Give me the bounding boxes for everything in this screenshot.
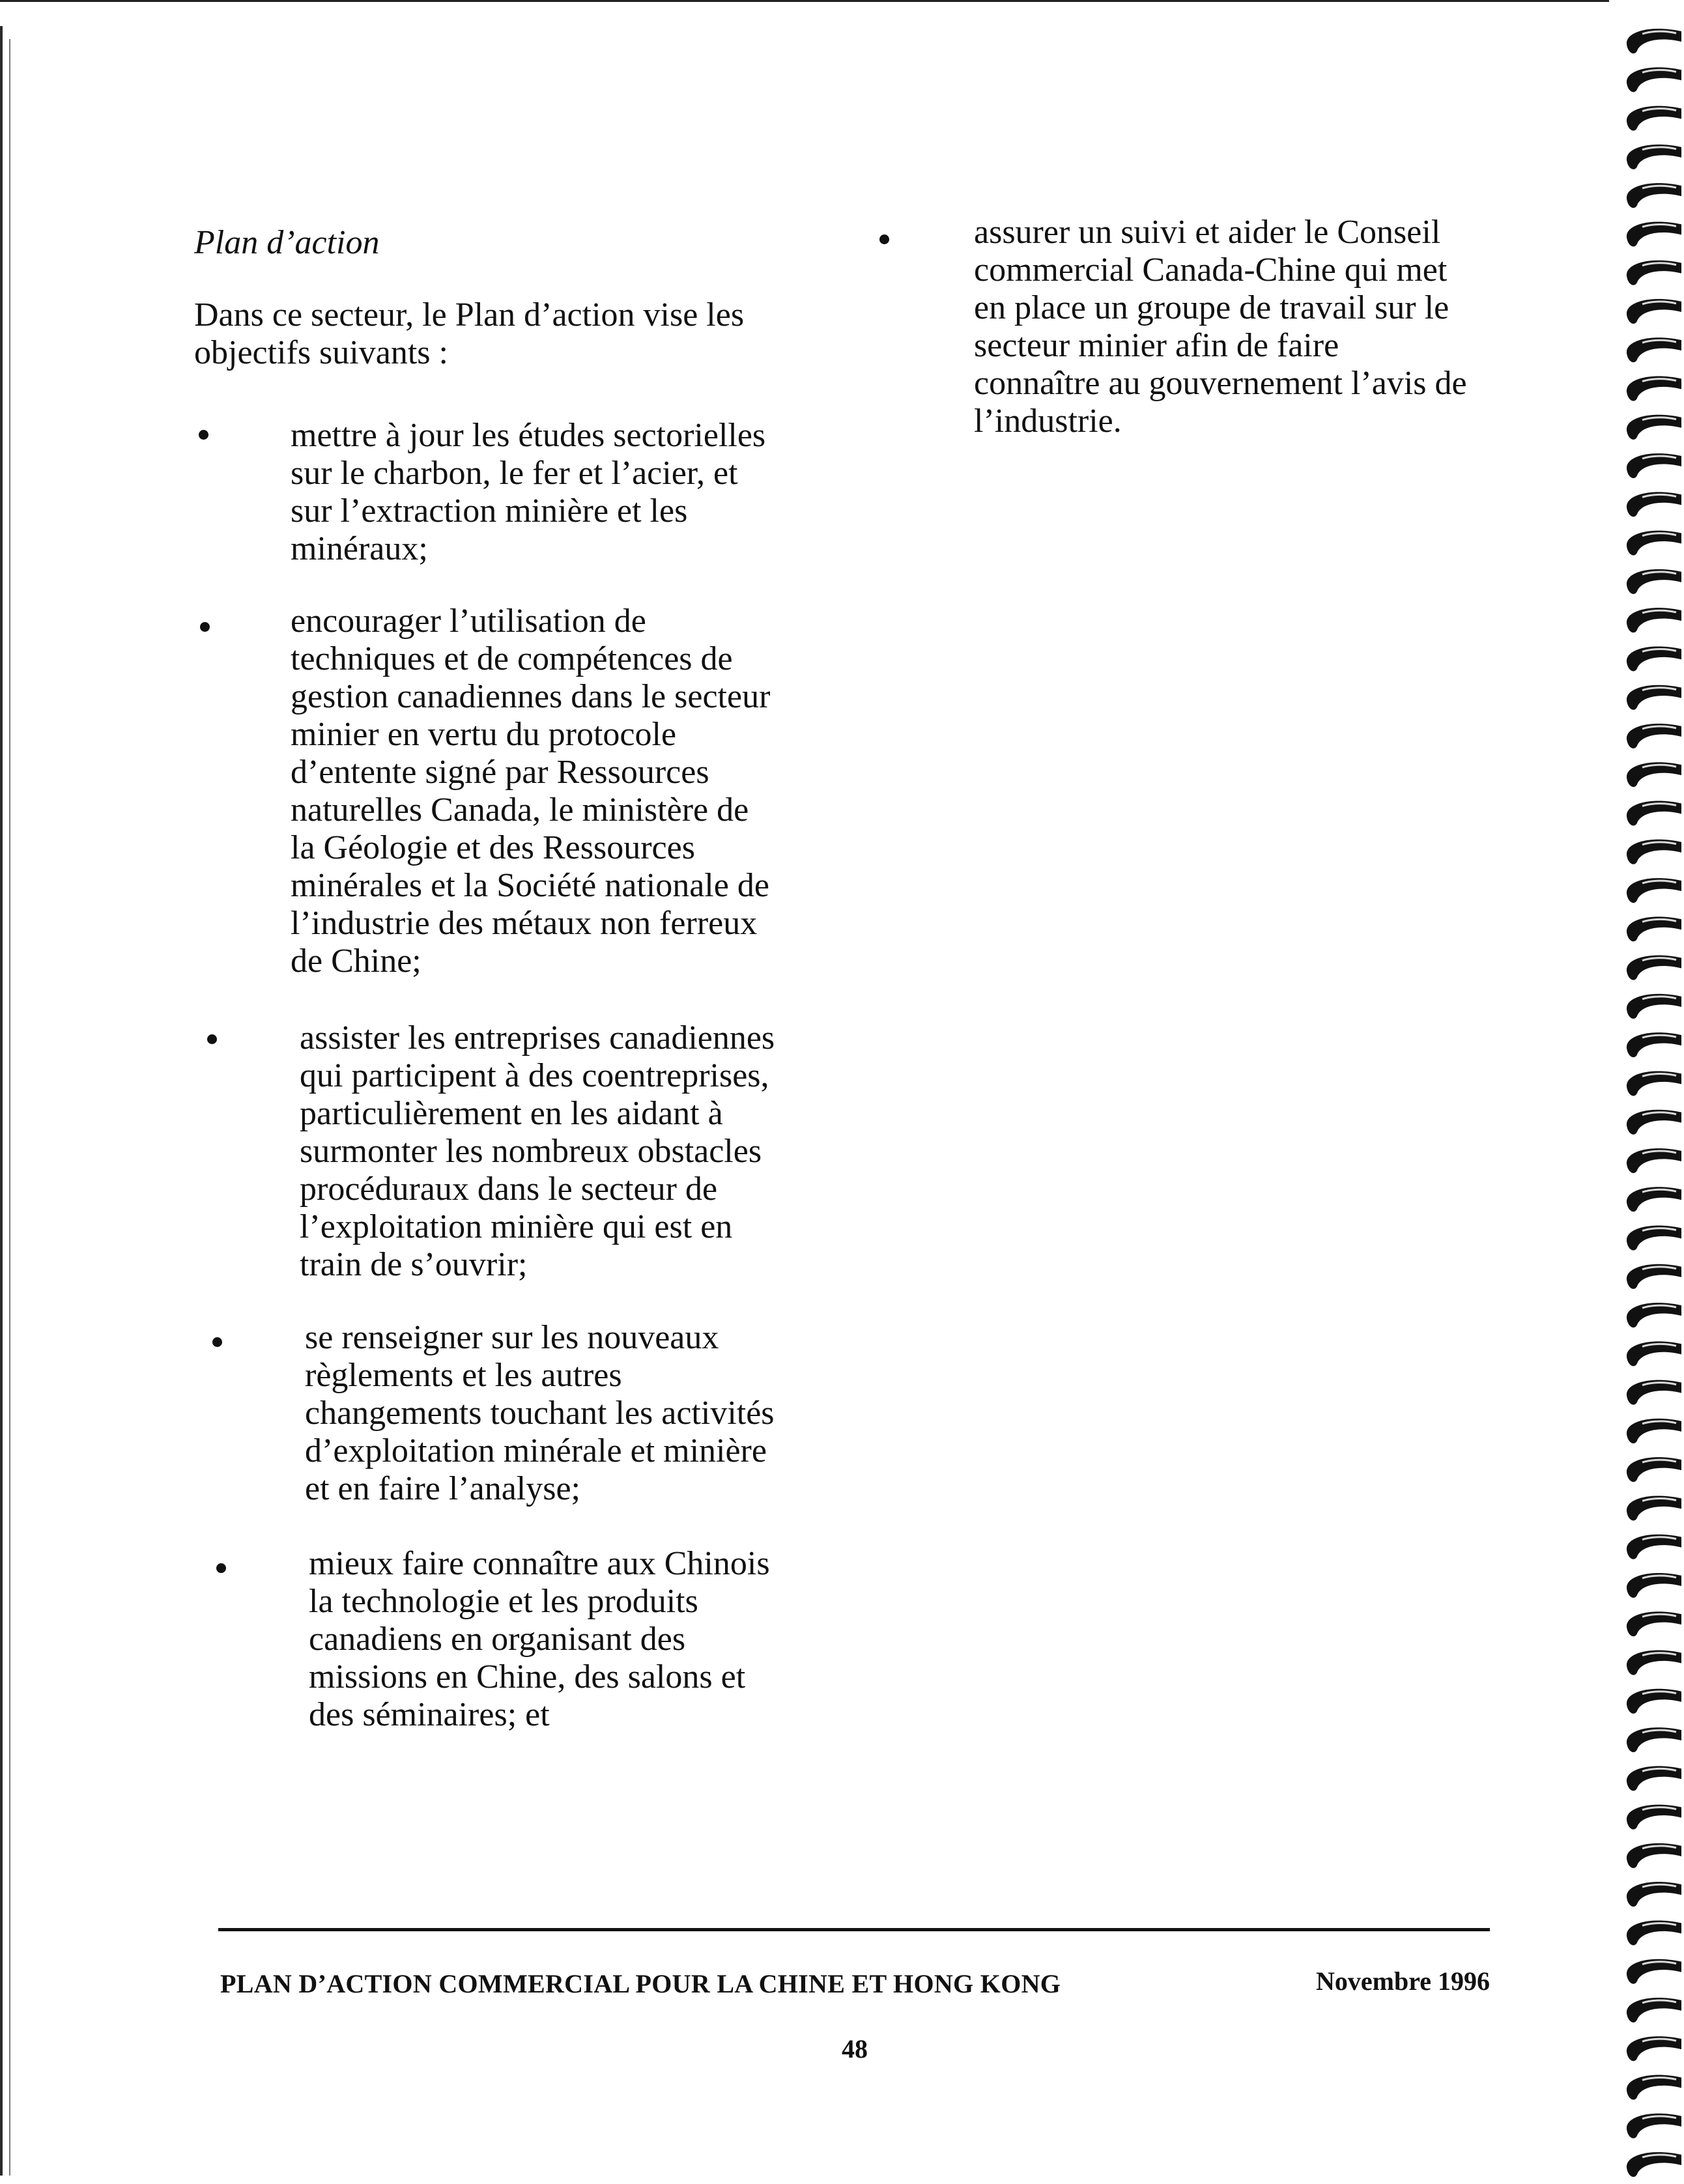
bullet-line: missions en Chine, des salons et [309, 1658, 746, 1695]
binding-coil [1627, 1341, 1681, 1366]
bullet-text [300, 1019, 775, 1284]
binding-coil [1627, 1187, 1681, 1212]
bullet-line: en place un groupe de travail sur le [974, 289, 1449, 326]
bullet-line: la Géologie et des Ressources [291, 829, 695, 866]
binding-coil [1627, 2114, 1681, 2138]
binding-coil [1627, 2075, 1681, 2100]
binding-coil [1627, 145, 1681, 169]
bullet-dot [200, 622, 210, 632]
bullet-line: l’exploitation minière qui est en [300, 1208, 733, 1245]
intro-line: Dans ce secteur, le Plan d’action vise les [194, 296, 745, 333]
binding-coil [1627, 29, 1681, 53]
binding-coil [1627, 1766, 1681, 1791]
binding-coil [1627, 453, 1681, 478]
binding-coil [1627, 1032, 1681, 1057]
bullet-line: procéduraux dans le secteur de [300, 1170, 718, 1208]
bullet-line: particulièrement en les aidant à [300, 1095, 723, 1132]
binding-coil [1627, 183, 1681, 208]
bullet-line: minéraux; [291, 530, 428, 567]
binding-coil [1627, 2152, 1681, 2177]
bullet-line: assurer un suivi et aider le Conseil [974, 214, 1441, 251]
binding-coil [1627, 261, 1681, 285]
bullet-line: d’entente signé par Ressources [291, 754, 709, 791]
footer-date: Novembre 1996 [1316, 1966, 1490, 1996]
bullet-line: changements touchant les activités [305, 1395, 775, 1432]
bullet-line: gestion canadiennes dans le secteur [291, 678, 771, 715]
binding-coil [1627, 1226, 1681, 1251]
binding-coil [1627, 916, 1681, 941]
binding-coil [1627, 2036, 1681, 2061]
binding-coil [1627, 1920, 1681, 1945]
bullet-text [291, 417, 765, 568]
intro-line: objectifs suivants : [194, 334, 448, 371]
binding-coil [1627, 994, 1681, 1019]
footer-rule [218, 1928, 1490, 1931]
binding-coil [1627, 646, 1681, 671]
bullet-line: encourager l’utilisation de [291, 603, 646, 640]
bullet-text [974, 214, 1467, 440]
bullet-line: sur l’extraction minière et les [291, 492, 688, 530]
binding-coil [1627, 1998, 1681, 2022]
binding-coil [1627, 762, 1681, 787]
bullet-line: assister les entreprises canadiennes [300, 1019, 775, 1057]
bullet-line: l’industrie. [974, 403, 1122, 440]
page-left-edge [0, 26, 3, 2176]
binding-coil [1627, 1110, 1681, 1135]
binding-coil [1627, 376, 1681, 401]
binding-coil [1627, 1727, 1681, 1752]
binding-coil [1627, 1457, 1681, 1482]
bullet-text [305, 1319, 775, 1508]
bullet-line: et en faire l’analyse; [305, 1470, 580, 1507]
binding-coil [1627, 299, 1681, 324]
page-top-edge [0, 0, 1609, 2]
binding-coil [1627, 221, 1681, 246]
section-heading: Plan d’action [194, 224, 380, 261]
bullet-line: mettre à jour les études sectorielles [291, 417, 766, 454]
bullet-line: de Chine; [291, 943, 421, 980]
binding-coil [1627, 1535, 1681, 1559]
binding-coil [1627, 1496, 1681, 1520]
bullet-dot [207, 1034, 217, 1044]
bullet-line: se renseigner sur les nouveaux [305, 1319, 719, 1356]
binding-coil [1627, 1843, 1681, 1868]
binding-coil [1627, 608, 1681, 632]
binding-coil [1627, 724, 1681, 748]
bullet-line: minier en vertu du protocole [291, 716, 677, 753]
bullet-dot [212, 1337, 222, 1347]
bullet-line: règlements et les autres [305, 1357, 622, 1394]
footer-title: PLAN D’ACTION COMMERCIAL POUR LA CHINE ET HONG KONG [220, 1969, 1061, 1998]
binding-coil [1627, 1611, 1681, 1636]
binding-coil [1627, 531, 1681, 556]
page-left-shadow [9, 39, 10, 2176]
bullet-dot [879, 234, 889, 244]
binding-coil [1627, 1419, 1681, 1443]
bullet-line: train de s’ouvrir; [300, 1246, 528, 1283]
bullet-line: qui participent à des coentreprises, [300, 1057, 769, 1094]
binding-coil [1627, 1148, 1681, 1173]
binding-coil [1627, 1651, 1681, 1675]
binding-coil [1627, 569, 1681, 594]
binding-coil [1627, 337, 1681, 362]
bullet-line: secteur minier afin de faire [974, 327, 1339, 364]
bullet-line: la technologie et les produits [309, 1583, 698, 1620]
bullet-line: mieux faire connaître aux Chinois [309, 1545, 770, 1582]
binding-coil [1627, 492, 1681, 517]
binding-coil [1627, 1959, 1681, 1984]
bullet-text [309, 1545, 770, 1734]
bullet-dot [199, 430, 208, 440]
binding-coil [1627, 1264, 1681, 1289]
binding-coil [1627, 1573, 1681, 1598]
binding-coil [1627, 878, 1681, 903]
bullet-line: sur le charbon, le fer et l’acier, et [291, 455, 738, 492]
binding-coil [1627, 956, 1681, 980]
page-number: 48 [842, 2034, 868, 2063]
bullet-line: minérales et la Société nationale de [291, 867, 769, 904]
bullet-line: l’industrie des métaux non ferreux [291, 905, 758, 942]
binding-coil [1627, 106, 1681, 131]
intro-paragraph [194, 296, 806, 372]
binding-coil [1627, 840, 1681, 864]
bullet-dot [216, 1563, 226, 1573]
binding-coil [1627, 1882, 1681, 1907]
binding-coil [1627, 801, 1681, 826]
binding-coil [1627, 1689, 1681, 1714]
spiral-binding [1606, 0, 1684, 2184]
binding-coil [1627, 1303, 1681, 1327]
bullet-line: connaître au gouvernement l’avis de [974, 365, 1467, 402]
bullet-text [291, 603, 770, 980]
bullet-line: canadiens en organisant des [309, 1621, 686, 1658]
bullet-line: des séminaires; et [309, 1696, 550, 1733]
spiral-binding-graphic [1606, 0, 1684, 2184]
bullet-line: techniques et de compétences de [291, 640, 733, 677]
bullet-line: surmonter les nombreux obstacles [300, 1133, 762, 1170]
binding-coil [1627, 67, 1681, 92]
binding-coil [1627, 1071, 1681, 1096]
bullet-line: d’exploitation minérale et minière [305, 1432, 767, 1469]
binding-coil [1627, 415, 1681, 440]
binding-coil [1627, 1805, 1681, 1830]
bullet-line: commercial Canada-Chine qui met [974, 251, 1448, 289]
bullet-line: naturelles Canada, le ministère de [291, 791, 749, 829]
binding-coil [1627, 1380, 1681, 1405]
binding-coil [1627, 685, 1681, 710]
